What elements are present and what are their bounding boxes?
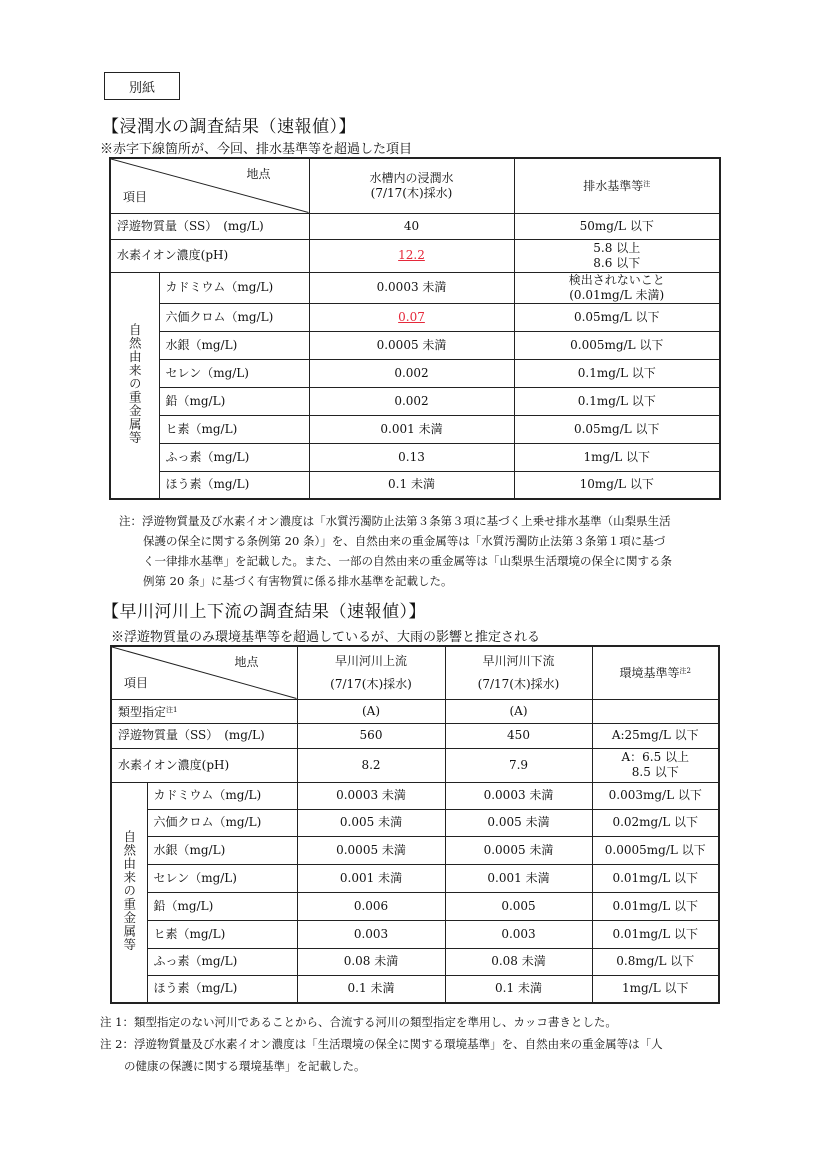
section1-title: 【浸潤水の調査結果（速報値）】 <box>102 117 356 137</box>
row-standard: 0.1mg/L 以下 <box>514 387 720 415</box>
row-standard: 0.003mg/L 以下 <box>592 782 719 809</box>
row-value: 0.1 未満 <box>309 471 514 499</box>
row-item-label: 類型指定 <box>118 704 167 719</box>
downstream-value: 0.005 未満 <box>445 809 592 836</box>
table-row <box>110 415 720 443</box>
standard-header-note: 注2 <box>679 667 691 676</box>
table-row <box>111 975 719 1003</box>
row-item: ヒ素（mg/L) <box>159 415 309 443</box>
row-standard: 0.05mg/L 以下 <box>514 303 720 331</box>
table-row <box>110 471 720 499</box>
upstream-value: (A) <box>297 699 445 723</box>
note-line: 注：浮遊物質量及び水素イオン濃度は「水質汚濁防止法第３条第３項に基づく上乗せ排水基準（山梨県生活 <box>119 514 671 528</box>
row-item: 水銀（mg/L) <box>159 331 309 359</box>
note-line: 例第 20 条」に基づく有害物質に係る排水基準を記載した。 <box>143 574 453 588</box>
exceeded-value: 0.07 <box>398 309 425 324</box>
table-row <box>110 303 720 331</box>
row-value: 0.001 未満 <box>309 415 514 443</box>
table-row <box>110 272 720 303</box>
leachate-results-table <box>109 157 721 500</box>
river-results-table <box>110 645 720 1004</box>
table-row <box>111 948 719 975</box>
row-standard: 10mg/L 以下 <box>514 471 720 499</box>
row-standard: 0.005mg/L 以下 <box>514 331 720 359</box>
downstream-value: 0.1 未満 <box>445 975 592 1003</box>
upstream-header-line1: 早川河川上流 <box>334 653 407 668</box>
section1-note <box>119 511 672 591</box>
row-item: 鉛（mg/L) <box>147 892 297 920</box>
row-standard-line1: 5.8 以上 <box>593 240 641 255</box>
upstream-header <box>297 646 445 699</box>
sample-header-line1: 水槽内の浸潤水 <box>369 170 454 185</box>
upstream-header-line2: (7/17(木)採水) <box>330 676 412 691</box>
row-value: 0.13 <box>309 443 514 471</box>
table-row <box>110 443 720 471</box>
row-item: 六価クロム（mg/L) <box>147 809 297 836</box>
row-item: 浮遊物質量（SS） (mg/L) <box>110 213 309 239</box>
row-standard-line2: 8.5 以下 <box>631 765 679 779</box>
group-label: 自然由来の重金属等 <box>121 829 137 951</box>
note-line: く一律排水基準」を記載した。また、一部の自然由来の重金属等は「山梨県生活環境の保全に関する条 <box>143 554 672 568</box>
table-row <box>111 836 719 864</box>
table-header-row <box>111 646 719 699</box>
row-item: セレン（mg/L) <box>159 359 309 387</box>
row-standard: 0.01mg/L 以下 <box>592 920 719 948</box>
note-line: 保護の保全に関する条例第 20 条）」を、自然由来の重金属等は「水質汚濁防止法第３条第１項に基づ <box>143 534 666 548</box>
diagonal-line <box>112 647 297 699</box>
row-item: ふっ素（mg/L) <box>159 443 309 471</box>
row-standard-line1: 検出されないこと <box>568 272 665 287</box>
row-item: カドミウム（mg/L) <box>159 272 309 303</box>
row-item: ほう素（mg/L) <box>159 471 309 499</box>
downstream-value: 0.005 <box>445 892 592 920</box>
row-value: 0.002 <box>309 387 514 415</box>
diagonal-header-cell <box>110 158 309 213</box>
downstream-header-line1: 早川河川下流 <box>482 653 555 668</box>
table-row <box>110 359 720 387</box>
standard-header-label: 環境基準等 <box>619 666 680 681</box>
downstream-header-line2: (7/17(木)採水) <box>477 676 560 691</box>
downstream-value: (A) <box>445 699 592 723</box>
row-item: 浮遊物質量（SS） (mg/L) <box>111 723 297 748</box>
row-item: 水素イオン濃度(pH) <box>110 239 309 272</box>
downstream-value: 450 <box>445 723 592 748</box>
table-row <box>110 387 720 415</box>
table-row <box>111 782 719 809</box>
row-value: 0.0005 未満 <box>309 331 514 359</box>
row-standard-line2: 8.6 以下 <box>593 255 641 270</box>
row-item: 水銀（mg/L) <box>147 836 297 864</box>
downstream-header <box>445 646 592 699</box>
row-standard <box>514 239 720 272</box>
row-standard: 1mg/L 以下 <box>514 443 720 471</box>
row-item: セレン（mg/L) <box>147 864 297 892</box>
upstream-value: 0.006 <box>297 892 445 920</box>
sample-header-line2: (7/17(木)採水) <box>370 185 453 200</box>
row-standard: A:25mg/L 以下 <box>592 723 719 748</box>
upstream-value: 0.08 未満 <box>297 948 445 975</box>
exceeded-value: 12.2 <box>398 248 425 262</box>
row-standard: 0.1mg/L 以下 <box>514 359 720 387</box>
row-standard <box>592 699 719 723</box>
row-item: 六価クロム（mg/L) <box>159 303 309 331</box>
table-row <box>111 748 719 782</box>
table-row <box>111 699 719 723</box>
section2-subtitle: ※浮遊物質量のみ環境基準等を超過しているが、大雨の影響と推定される <box>111 630 541 645</box>
row-standard: 50mg/L 以下 <box>514 213 720 239</box>
group-label: 自然由来の重金属等 <box>127 322 143 444</box>
row-item: カドミウム（mg/L) <box>147 782 297 809</box>
upstream-value: 0.005 未満 <box>297 809 445 836</box>
downstream-value: 7.9 <box>445 748 592 782</box>
row-item: 水素イオン濃度(pH) <box>111 748 297 782</box>
standard-header-label: 排水基準等 <box>583 179 644 194</box>
table-row <box>110 239 720 272</box>
downstream-value: 0.08 未満 <box>445 948 592 975</box>
section2-title: 【早川河川上下流の調査結果（速報値）】 <box>102 602 426 622</box>
group-label-cell <box>110 272 159 499</box>
standard-header <box>514 158 720 213</box>
location-header: 地点 <box>234 655 259 669</box>
row-value <box>309 239 514 272</box>
note-2-line1: 注 2：浮遊物質量及び水素イオン濃度は「生活環境の保全に関する環境基準」を、自然由来の重金属等は「人 <box>100 1037 663 1051</box>
row-standard: 0.01mg/L 以下 <box>592 864 719 892</box>
upstream-value: 560 <box>297 723 445 748</box>
location-header: 地点 <box>246 167 271 181</box>
note-2-line2: の健康の保護に関する環境基準」を記載した。 <box>124 1059 366 1073</box>
row-standard: 0.8mg/L 以下 <box>592 948 719 975</box>
group-label-cell <box>111 782 147 1003</box>
row-standard: 0.01mg/L 以下 <box>592 892 719 920</box>
table-row <box>111 809 719 836</box>
standard-header <box>592 646 719 699</box>
row-item <box>111 699 297 723</box>
upstream-value: 0.003 <box>297 920 445 948</box>
downstream-value: 0.0005 未満 <box>445 836 592 864</box>
sample-header <box>309 158 514 213</box>
row-standard: 0.05mg/L 以下 <box>514 415 720 443</box>
upstream-value: 8.2 <box>297 748 445 782</box>
row-standard: 0.02mg/L 以下 <box>592 809 719 836</box>
row-value: 0.002 <box>309 359 514 387</box>
table-row <box>111 892 719 920</box>
row-value: 0.0003 未満 <box>309 272 514 303</box>
table-row <box>110 331 720 359</box>
attachment-label: 別紙 <box>104 72 180 100</box>
row-standard: 1mg/L 以下 <box>592 975 719 1003</box>
row-standard: 0.0005mg/L 以下 <box>592 836 719 864</box>
upstream-value: 0.001 未満 <box>297 864 445 892</box>
item-header: 項目 <box>124 675 149 690</box>
table-row <box>111 723 719 748</box>
row-standard <box>514 272 720 303</box>
upstream-value: 0.0003 未満 <box>297 782 445 809</box>
row-standard <box>592 748 719 782</box>
upstream-value: 0.0005 未満 <box>297 836 445 864</box>
row-item: ふっ素（mg/L) <box>147 948 297 975</box>
row-item-note: 注1 <box>166 705 178 714</box>
table-row <box>111 864 719 892</box>
note-1: 注 1：類型指定のない河川であることから、合流する河川の類型指定を準用し、カッコ書きとした。 <box>100 1015 617 1029</box>
row-item: ほう素（mg/L) <box>147 975 297 1003</box>
downstream-value: 0.003 <box>445 920 592 948</box>
row-value <box>309 303 514 331</box>
standard-header-note: 注 <box>643 180 651 189</box>
section2-notes <box>100 1011 663 1077</box>
section1-subtitle: ※赤字下線箇所が、今回、排水基準等を超過した項目 <box>100 142 413 157</box>
row-standard-line2: (0.01mg/L 未満) <box>569 287 665 302</box>
downstream-value: 0.001 未満 <box>445 864 592 892</box>
table-row <box>110 213 720 239</box>
row-value: 40 <box>309 213 514 239</box>
upstream-value: 0.1 未満 <box>297 975 445 1003</box>
row-item: 鉛（mg/L) <box>159 387 309 415</box>
table-row <box>111 920 719 948</box>
diagonal-header-cell <box>111 646 297 699</box>
downstream-value: 0.0003 未満 <box>445 782 592 809</box>
table-header-row <box>110 158 720 213</box>
row-standard-line1: A：6.5 以上 <box>621 750 690 764</box>
row-item: ヒ素（mg/L) <box>147 920 297 948</box>
item-header: 項目 <box>123 189 148 204</box>
